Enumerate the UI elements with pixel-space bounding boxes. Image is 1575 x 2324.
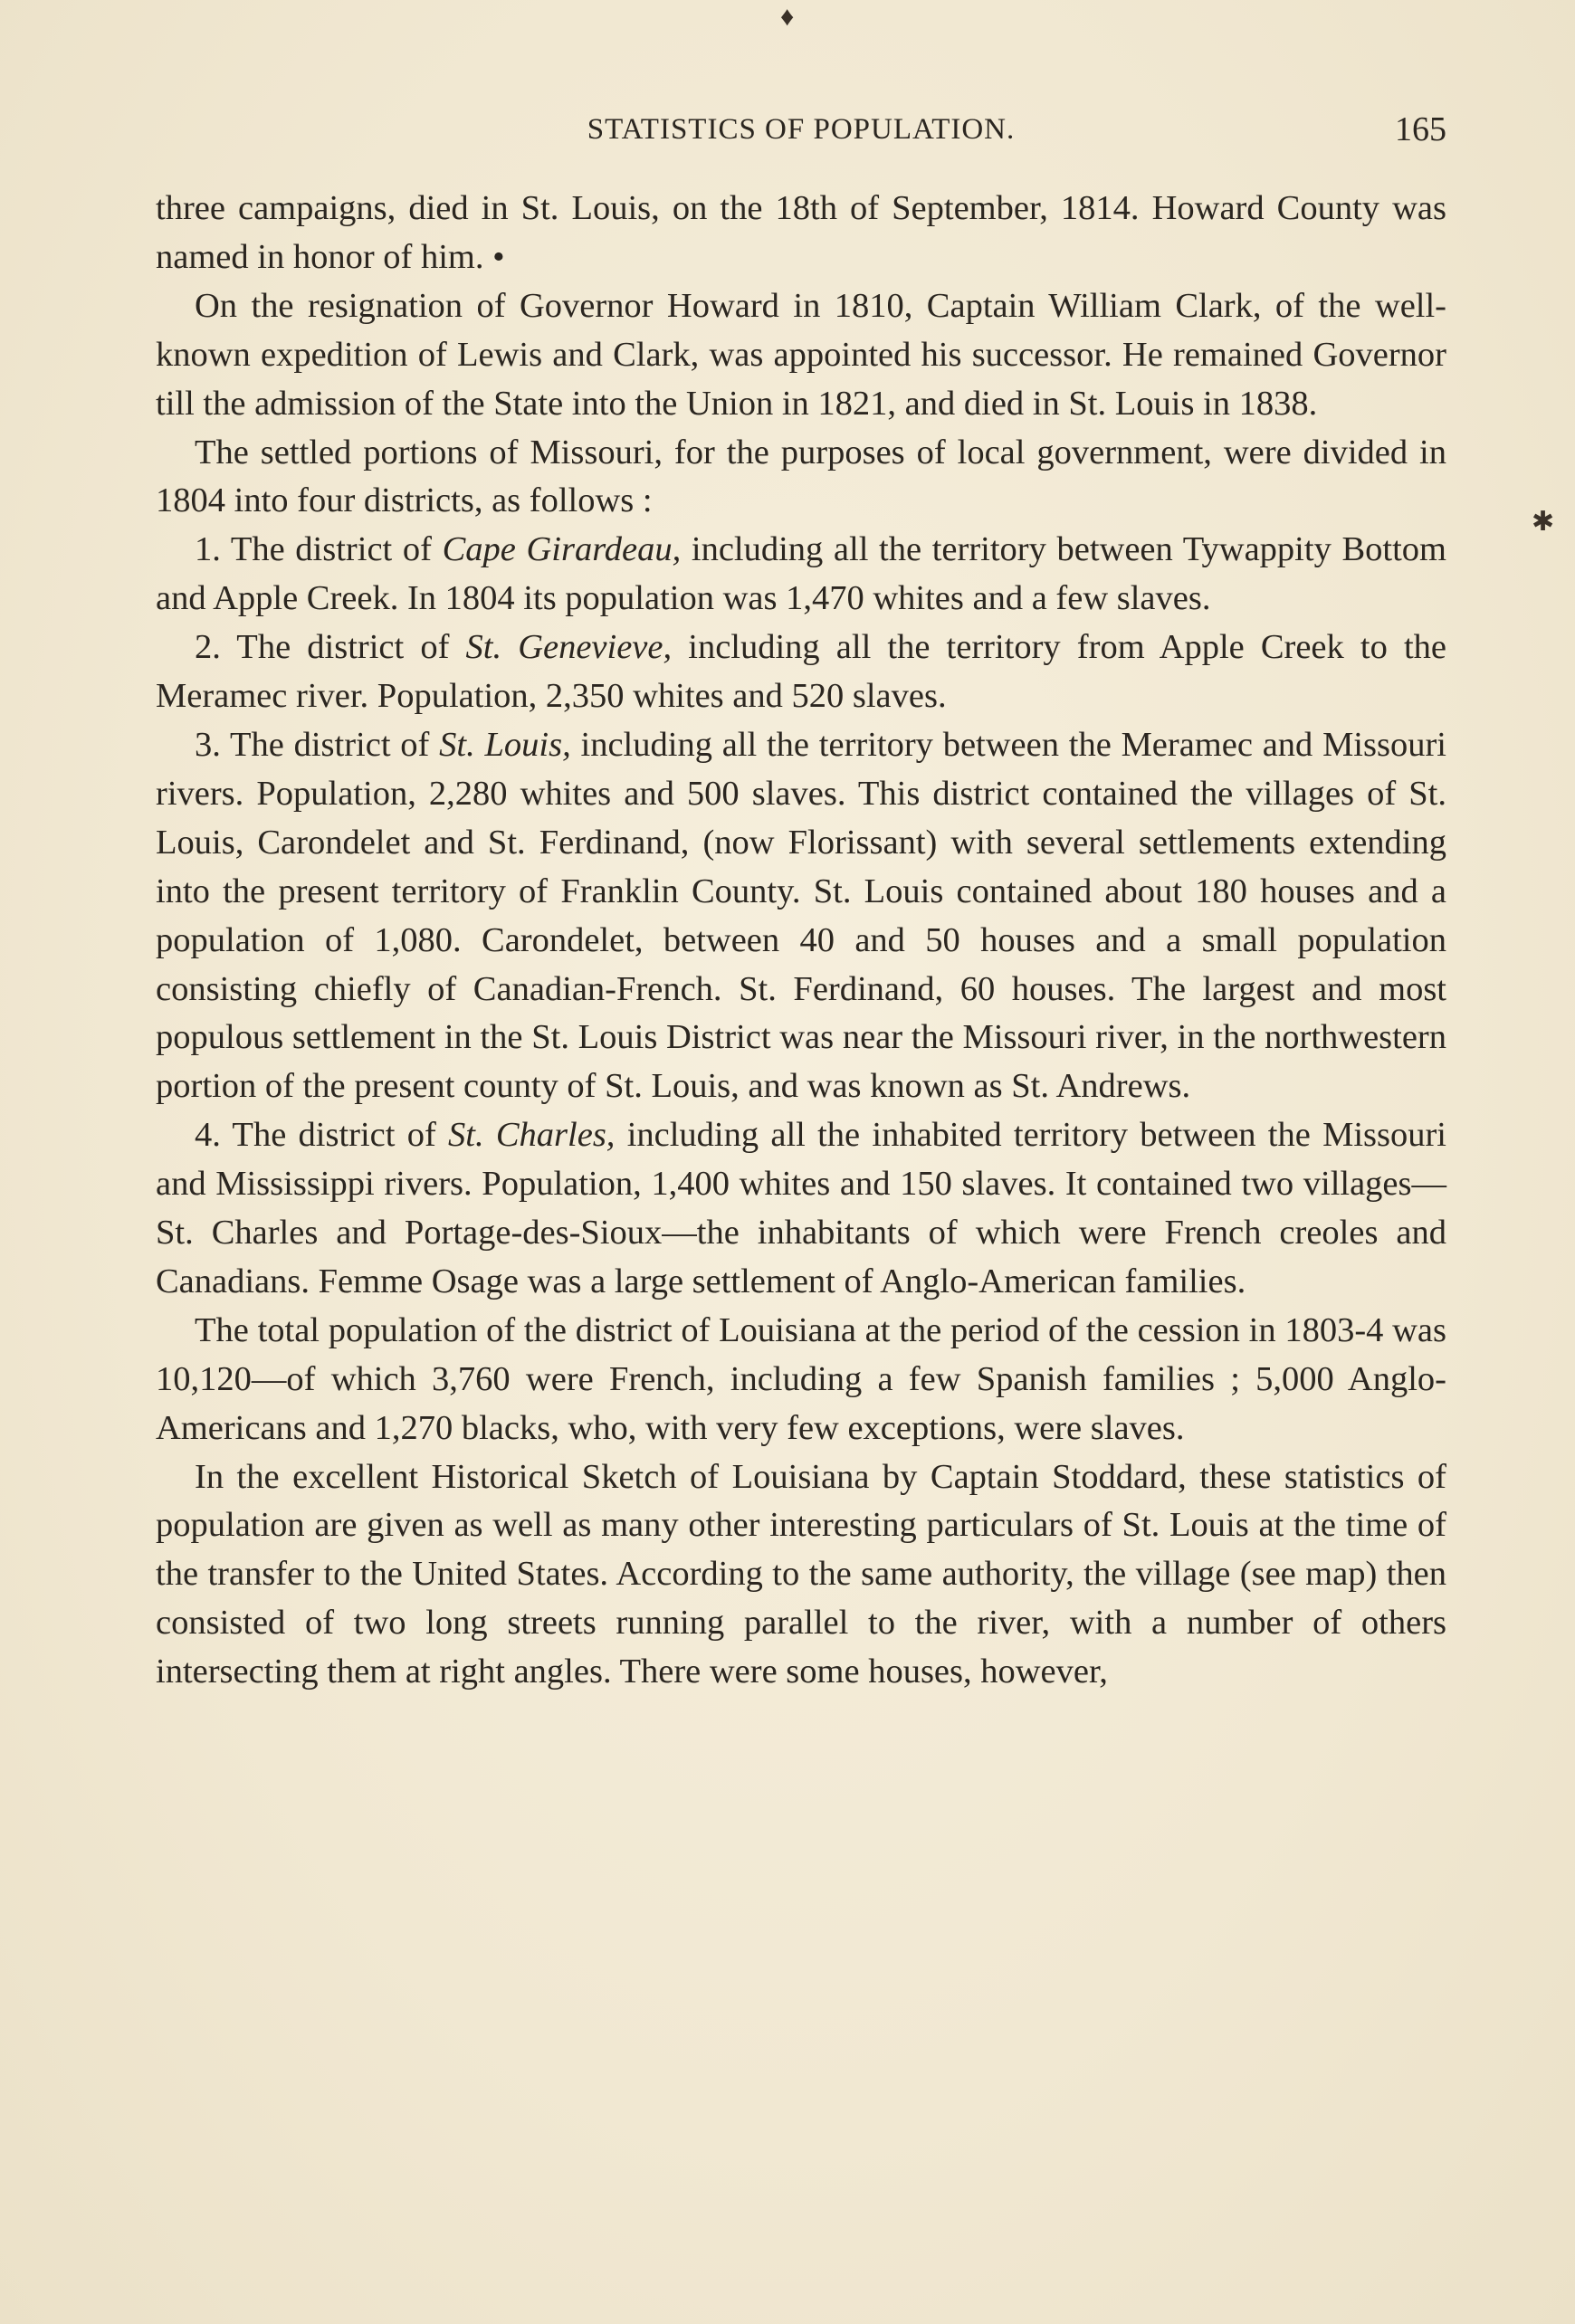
text-run: including all the inhabited territory between the Missouri and Mississippi rivers. Population, 1,400 whites and 150 slaves. It contained two villages—St. Charles and Portage-des-Sioux—the inhabitants of which were French creoles and Canadians. Femme Osage was a large settlement of Anglo-American families. [156,1116,1446,1300]
text-run: including all the territory between the Meramec and Missouri rivers. Population, 2,280 whites and 500 slaves. This district contained the villages of St. Louis, Carondelet and St. Ferdinand, (now Florissant) with several settlements extending into the present territory of Franklin County. St. Louis contained about 180 houses and a population of 1,080. Carondelet, between 40 and 50 houses and a small population consisting chiefly of Canadian-French. St. Ferdinand, 60 houses. The largest and most populous settlement in the St. Louis District was near the Missouri river, in the northwestern portion of the present county of St. Louis, and was known as St. Andrews. [156,725,1446,1106]
text-run: three campaigns, died in St. Louis, on the 18th of September, 1814. Howard County was named in honor of him. • [156,189,1446,276]
paragraph [156,526,1446,624]
paragraph [156,429,1446,527]
margin-asterisk-mark: ✱ [1532,507,1555,537]
text-run: The settled portions of Missouri, for the purposes of local government, were divided in 1804 into four districts, as follows : [156,433,1446,520]
text-run: including all the territory between Tywappity Bottom and Apple Creek. In 1804 its population was 1,470 whites and a few slaves. [156,530,1446,618]
paragraph [156,1307,1446,1453]
text-run: The total population of the district of Louisiana at the period of the cession in 1803-4 was 10,120—of which 3,760 were French, including a few Spanish families ; 5,000 Anglo-Americans and 1,270 blacks, who, with very few exceptions, were slaves. [156,1310,1446,1447]
paragraph [156,185,1446,282]
italic-text: Cape Girardeau, [442,530,682,569]
text-run: 1. The district of [195,530,443,569]
text-run: 3. The district of [195,725,440,764]
page-number: 165 [1395,110,1446,148]
italic-text: St. Charles, [448,1116,616,1155]
paragraph [156,1111,1446,1307]
paragraph [156,721,1446,1111]
text-run: including all the territory from Apple Creek to the Meramec river. Population, 2,350 whites and 520 slaves. [156,628,1446,716]
printer-mark: ♦ [780,2,795,32]
page-header [156,107,1446,152]
text-run: On the resignation of Governor Howard in 1810, Captain William Clark, of the well-known expedition of Lewis and Clark, was appointed his successor. He remained Governor till the admission of the State into the Union in 1821, and died in St. Louis in 1838. [156,286,1446,423]
italic-text: St. Louis, [439,725,571,764]
running-head: STATISTICS OF POPULATION. [587,113,1016,146]
italic-text: St. Genevieve, [465,628,673,667]
text-run: 4. The district of [195,1116,449,1155]
paragraph [156,1453,1446,1698]
paragraph [156,624,1446,721]
text-run: 2. The district of [195,628,466,667]
text-run: In the excellent Historical Sketch of Louisiana by Captain Stoddard, these statistics of population are given as well as many other interesting particulars of St. Louis at the time of the transfer to the United States. According to the same authority, the village (see map) then consisted of two long streets running parallel to the river, with a number of others intersecting them at right angles. There were some houses, however, [156,1457,1446,1691]
body-text [156,185,1446,1697]
paragraph [156,282,1446,429]
